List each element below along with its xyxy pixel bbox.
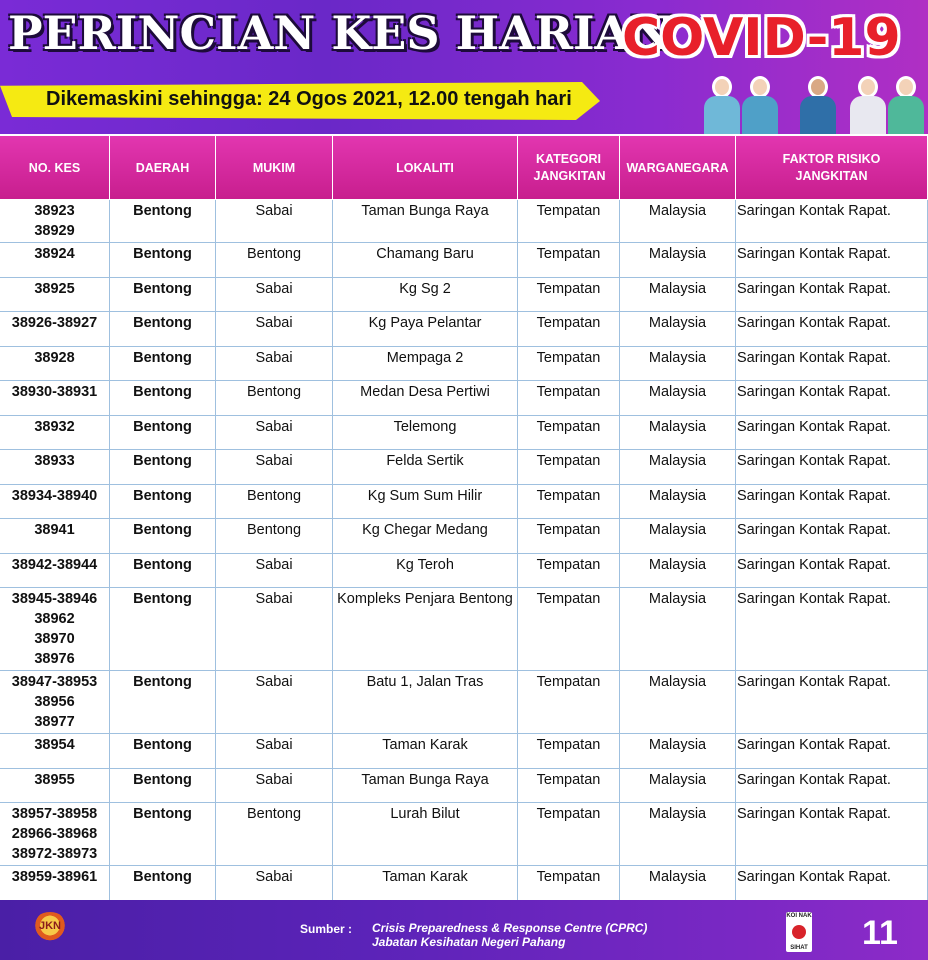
- cell-mukim: Sabai: [216, 312, 333, 346]
- table-row: [0, 588, 928, 671]
- cell-lokaliti: Kg Sg 2: [333, 278, 518, 312]
- cell-faktor: Saringan Kontak Rapat.: [736, 200, 928, 242]
- cell-warganegara: Malaysia: [620, 347, 736, 381]
- cell-mukim: Sabai: [216, 554, 333, 588]
- header-label: WARGANEGARA: [626, 160, 729, 175]
- cell-no-kes: [0, 734, 110, 768]
- cell-no-kes: [0, 243, 110, 277]
- table-row: [0, 312, 928, 347]
- header-label: NO. KES: [28, 160, 81, 175]
- cell-faktor: Saringan Kontak Rapat.: [736, 803, 928, 865]
- cell-kategori: Tempatan: [518, 519, 620, 553]
- cell-lokaliti: Medan Desa Pertiwi: [333, 381, 518, 415]
- table-row: [0, 278, 928, 313]
- cell-no-kes: [0, 671, 110, 733]
- cell-lokaliti: Kg Teroh: [333, 554, 518, 588]
- cell-faktor: Saringan Kontak Rapat.: [736, 734, 928, 768]
- cell-lokaliti: Kg Sum Sum Hilir: [333, 485, 518, 519]
- cell-kategori: Tempatan: [518, 347, 620, 381]
- cell-mukim: Sabai: [216, 588, 333, 670]
- case-number: 38930-38931: [11, 384, 98, 400]
- cell-faktor: Saringan Kontak Rapat.: [736, 278, 928, 312]
- table-header: [0, 134, 928, 200]
- cell-lokaliti: Lurah Bilut: [333, 803, 518, 865]
- cell-kategori: Tempatan: [518, 450, 620, 484]
- cell-no-kes: [0, 278, 110, 312]
- cell-lokaliti: Taman Karak: [333, 866, 518, 900]
- cell-faktor: Saringan Kontak Rapat.: [736, 381, 928, 415]
- table-row: [0, 866, 928, 901]
- cell-daerah: Bentong: [110, 734, 216, 768]
- cell-mukim: Bentong: [216, 519, 333, 553]
- case-number: 38977: [34, 714, 75, 730]
- table-row: [0, 554, 928, 589]
- cell-kategori: Tempatan: [518, 243, 620, 277]
- cell-no-kes: [0, 450, 110, 484]
- cell-daerah: Bentong: [110, 769, 216, 803]
- cell-faktor: Saringan Kontak Rapat.: [736, 769, 928, 803]
- cell-lokaliti: Kg Paya Pelantar: [333, 312, 518, 346]
- cell-warganegara: Malaysia: [620, 866, 736, 900]
- table-row: [0, 450, 928, 485]
- cell-no-kes: [0, 866, 110, 900]
- column-kategori-header: [518, 136, 620, 200]
- cell-lokaliti: Batu 1, Jalan Tras: [333, 671, 518, 733]
- cell-warganegara: Malaysia: [620, 416, 736, 450]
- page-header: [0, 0, 928, 134]
- header-label: LOKALITI: [396, 160, 454, 175]
- cell-mukim: Sabai: [216, 734, 333, 768]
- cell-mukim: Sabai: [216, 278, 333, 312]
- cell-lokaliti: Felda Sertik: [333, 450, 518, 484]
- cell-no-kes: [0, 347, 110, 381]
- covid-label: COVID-19: [622, 8, 901, 68]
- cell-mukim: Sabai: [216, 671, 333, 733]
- staff-figure-icon: [800, 74, 836, 134]
- case-number: 38924: [34, 246, 75, 262]
- cell-mukim: Sabai: [216, 866, 333, 900]
- cell-warganegara: Malaysia: [620, 769, 736, 803]
- source-text: [372, 921, 647, 949]
- case-number: 38928: [34, 349, 75, 366]
- updated-text: Dikemaskini sehingga: 24 Ogos 2021, 12.00 tengah hari: [46, 88, 572, 110]
- table-row: [0, 416, 928, 451]
- case-number: 38957-38958: [11, 806, 98, 822]
- cell-warganegara: Malaysia: [620, 278, 736, 312]
- table-row: [0, 671, 928, 734]
- cell-warganegara: Malaysia: [620, 519, 736, 553]
- column-mukim-header: [216, 136, 333, 200]
- cell-mukim: Bentong: [216, 243, 333, 277]
- cell-warganegara: Malaysia: [620, 485, 736, 519]
- case-number: 38925: [34, 280, 75, 297]
- cell-mukim: Bentong: [216, 803, 333, 865]
- staff-figure-icon: [704, 74, 740, 134]
- cell-mukim: Bentong: [216, 381, 333, 415]
- cell-daerah: Bentong: [110, 312, 216, 346]
- cell-daerah: Bentong: [110, 866, 216, 900]
- cell-warganegara: Malaysia: [620, 671, 736, 733]
- staff-figure-icon: [888, 74, 924, 134]
- page-title: PERINCIAN KES HARIAN: [8, 6, 673, 60]
- cell-daerah: Bentong: [110, 803, 216, 865]
- header-label: KATEGORI JANGKITAN: [533, 152, 606, 183]
- source-line-2: Jabatan Kesihatan Negeri Pahang: [372, 935, 566, 949]
- cell-lokaliti: Telemong: [333, 416, 518, 450]
- cases-table: [0, 200, 928, 900]
- cell-no-kes: [0, 312, 110, 346]
- cell-kategori: Tempatan: [518, 416, 620, 450]
- cell-mukim: Sabai: [216, 200, 333, 242]
- case-number: 38923: [34, 203, 75, 219]
- cell-warganegara: Malaysia: [620, 450, 736, 484]
- cell-daerah: Bentong: [110, 200, 216, 242]
- cell-faktor: Saringan Kontak Rapat.: [736, 588, 928, 670]
- cell-kategori: Tempatan: [518, 200, 620, 242]
- header-label: FAKTOR RISIKO JANGKITAN: [782, 152, 881, 183]
- cell-faktor: Saringan Kontak Rapat.: [736, 243, 928, 277]
- cell-warganegara: Malaysia: [620, 803, 736, 865]
- cell-faktor: Saringan Kontak Rapat.: [736, 554, 928, 588]
- case-number: 38976: [34, 651, 75, 667]
- header-label: DAERAH: [135, 160, 190, 175]
- table-row: [0, 381, 928, 416]
- cell-no-kes: [0, 803, 110, 865]
- cell-mukim: Sabai: [216, 769, 333, 803]
- staff-figure-icon: [742, 74, 778, 134]
- cell-kategori: Tempatan: [518, 278, 620, 312]
- cell-lokaliti: Kompleks Penjara Bentong: [333, 588, 518, 670]
- cell-kategori: Tempatan: [518, 866, 620, 900]
- case-number: 38956: [34, 694, 75, 710]
- cell-faktor: Saringan Kontak Rapat.: [736, 866, 928, 900]
- cell-daerah: Bentong: [110, 554, 216, 588]
- case-number: 38941: [34, 522, 75, 538]
- cell-daerah: Bentong: [110, 416, 216, 450]
- page-footer: [0, 900, 928, 960]
- cell-no-kes: [0, 769, 110, 803]
- cell-warganegara: Malaysia: [620, 243, 736, 277]
- case-number: 38959-38961: [11, 869, 98, 885]
- source-line-1: Crisis Preparedness & Response Centre (CPRC): [372, 921, 648, 935]
- column-no-kes-header: [0, 136, 110, 200]
- cell-faktor: Saringan Kontak Rapat.: [736, 671, 928, 733]
- column-faktor-header: [736, 136, 928, 200]
- cell-daerah: Bentong: [110, 485, 216, 519]
- table-row: [0, 347, 928, 382]
- cell-kategori: Tempatan: [518, 381, 620, 415]
- cell-no-kes: [0, 554, 110, 588]
- cell-daerah: Bentong: [110, 347, 216, 381]
- cell-mukim: Sabai: [216, 416, 333, 450]
- cell-no-kes: [0, 519, 110, 553]
- case-number: 38972-38973: [11, 846, 98, 862]
- case-number: 38954: [34, 737, 75, 753]
- koi-nak-bersih-logo-icon: KOI NAK SIHAT: [786, 913, 812, 951]
- column-warganegara-header: [620, 136, 736, 200]
- cell-mukim: Bentong: [216, 485, 333, 519]
- cell-daerah: Bentong: [110, 278, 216, 312]
- cell-faktor: Saringan Kontak Rapat.: [736, 485, 928, 519]
- case-number: 38926-38927: [11, 315, 98, 331]
- cell-no-kes: [0, 588, 110, 670]
- case-number: 38962: [34, 611, 75, 627]
- cell-daerah: Bentong: [110, 450, 216, 484]
- cell-mukim: Sabai: [216, 450, 333, 484]
- cell-no-kes: [0, 416, 110, 450]
- cell-no-kes: [0, 200, 110, 242]
- case-number: 38947-38953: [11, 674, 98, 690]
- cell-kategori: Tempatan: [518, 671, 620, 733]
- cell-warganegara: Malaysia: [620, 554, 736, 588]
- case-number: 28966-38968: [11, 826, 98, 842]
- cell-daerah: Bentong: [110, 588, 216, 670]
- cell-daerah: Bentong: [110, 243, 216, 277]
- cell-warganegara: Malaysia: [620, 312, 736, 346]
- case-number: 38929: [34, 223, 75, 239]
- source-label: Sumber :: [300, 922, 353, 936]
- cell-lokaliti: Chamang Baru: [333, 243, 518, 277]
- case-number: 38933: [34, 453, 75, 469]
- case-number: 38932: [34, 418, 75, 435]
- page-number: 11: [862, 914, 898, 952]
- cell-lokaliti: Taman Karak: [333, 734, 518, 768]
- case-number: 38955: [34, 771, 75, 788]
- table-row: [0, 485, 928, 520]
- cell-lokaliti: Taman Bunga Raya: [333, 769, 518, 803]
- cell-kategori: Tempatan: [518, 588, 620, 670]
- cell-kategori: Tempatan: [518, 312, 620, 346]
- case-number: 38942-38944: [11, 556, 98, 573]
- table-row: [0, 519, 928, 554]
- cell-daerah: Bentong: [110, 381, 216, 415]
- cell-kategori: Tempatan: [518, 803, 620, 865]
- case-number: 38970: [34, 631, 75, 647]
- jkn-logo-icon: JKN: [32, 912, 68, 942]
- cell-kategori: Tempatan: [518, 554, 620, 588]
- staff-figure-icon: [850, 74, 886, 134]
- cell-faktor: Saringan Kontak Rapat.: [736, 347, 928, 381]
- cell-lokaliti: Kg Chegar Medang: [333, 519, 518, 553]
- table-row: [0, 734, 928, 769]
- table-row: [0, 243, 928, 278]
- column-daerah-header: [110, 136, 216, 200]
- cell-lokaliti: Taman Bunga Raya: [333, 200, 518, 242]
- column-lokaliti-header: [333, 136, 518, 200]
- cell-warganegara: Malaysia: [620, 734, 736, 768]
- cell-warganegara: Malaysia: [620, 381, 736, 415]
- cell-warganegara: Malaysia: [620, 200, 736, 242]
- case-number: 38934-38940: [11, 487, 98, 504]
- cell-no-kes: [0, 485, 110, 519]
- cell-no-kes: [0, 381, 110, 415]
- table-row: [0, 200, 928, 243]
- cell-faktor: Saringan Kontak Rapat.: [736, 519, 928, 553]
- cell-kategori: Tempatan: [518, 769, 620, 803]
- cell-daerah: Bentong: [110, 671, 216, 733]
- cell-faktor: Saringan Kontak Rapat.: [736, 416, 928, 450]
- cell-kategori: Tempatan: [518, 485, 620, 519]
- cell-kategori: Tempatan: [518, 734, 620, 768]
- cell-faktor: Saringan Kontak Rapat.: [736, 312, 928, 346]
- header-label: MUKIM: [252, 160, 296, 175]
- case-number: 38945-38946: [11, 591, 98, 607]
- cell-mukim: Sabai: [216, 347, 333, 381]
- cell-warganegara: Malaysia: [620, 588, 736, 670]
- cell-daerah: Bentong: [110, 519, 216, 553]
- cell-lokaliti: Mempaga 2: [333, 347, 518, 381]
- table-row: [0, 803, 928, 866]
- table-row: [0, 769, 928, 804]
- cell-faktor: Saringan Kontak Rapat.: [736, 450, 928, 484]
